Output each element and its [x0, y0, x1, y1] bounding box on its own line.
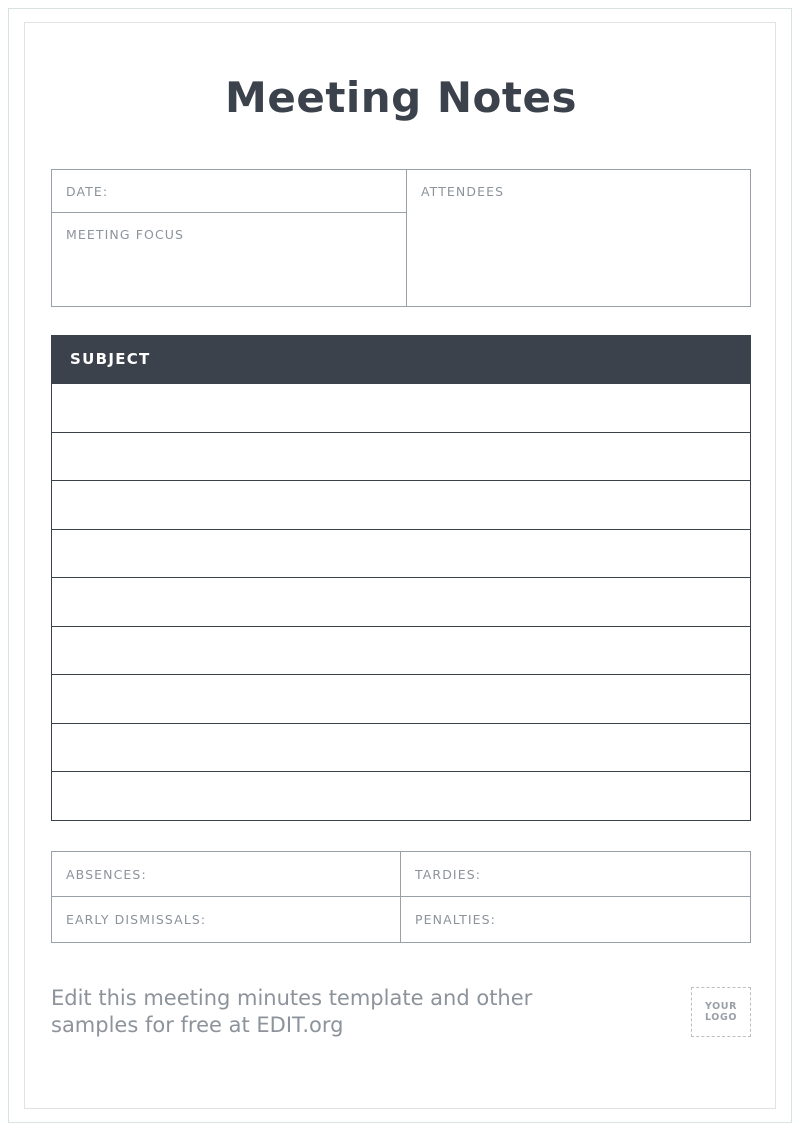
- tardies-field[interactable]: TARDIES:: [401, 852, 750, 897]
- footer: [51, 985, 751, 1040]
- document-content: [51, 49, 751, 1040]
- footer-text: Edit this meeting minutes template and other samples for free at EDIT.org: [51, 985, 533, 1038]
- meeting-focus-field[interactable]: MEETING FOCUS: [66, 227, 185, 243]
- subject-table-header: SUBJECT: [52, 336, 750, 383]
- table-row[interactable]: [52, 577, 750, 626]
- date-field[interactable]: DATE:: [52, 170, 406, 213]
- table-row[interactable]: [52, 626, 750, 675]
- logo-placeholder[interactable]: [691, 987, 751, 1037]
- early-dismissals-field[interactable]: EARLY DISMISSALS:: [52, 897, 401, 942]
- table-row[interactable]: [52, 480, 750, 529]
- table-row[interactable]: [52, 432, 750, 481]
- page-title: Meeting Notes: [225, 73, 577, 122]
- logo-line-2: LOGO: [704, 1012, 738, 1024]
- table-row[interactable]: [52, 771, 750, 820]
- table-row[interactable]: [52, 529, 750, 578]
- document-sheet: [24, 22, 776, 1109]
- penalties-field[interactable]: PENALTIES:: [415, 911, 496, 927]
- table-row[interactable]: [52, 383, 750, 432]
- stats-block: [51, 851, 751, 943]
- meta-block: [51, 169, 751, 307]
- absences-field[interactable]: ABSENCES:: [52, 852, 401, 897]
- meta-left-column: [51, 169, 406, 307]
- attendees-field[interactable]: ATTENDEES: [406, 169, 751, 307]
- table-row[interactable]: [52, 674, 750, 723]
- subject-table: [51, 335, 751, 821]
- table-row[interactable]: [52, 723, 750, 772]
- logo-line-1: YOUR: [704, 1000, 738, 1012]
